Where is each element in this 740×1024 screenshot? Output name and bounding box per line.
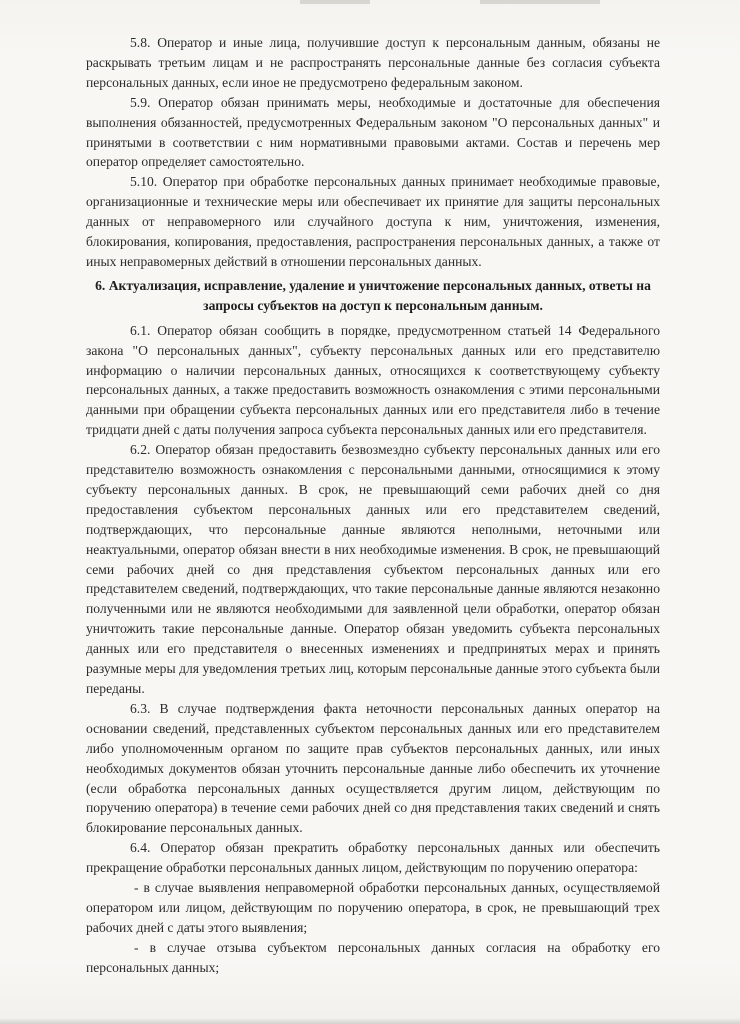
paragraph-5-10: 5.10. Оператор при обработке персональных данных принимает необходимые правовые, организационные и технические меры или обеспечивает их принятие для защиты персональных данных от неправомерного или случайного доступа к ним, уничтожения, изменения, блокирования, копирования, предоставления, распространения персональных данных, а также от иных неправомерных действий в отношении персональных данных. xyxy=(86,174,660,269)
document-body xyxy=(86,33,660,978)
paragraph-6-1: 6.1. Оператор обязан сообщить в порядке, предусмотренном статьей 14 Федерального закона "О персональных данных", субъекту персональных данных или его представителю информацию о наличии персональных данных, относящихся к соответствующему субъекту персональных данных, а также предоставить возможность ознакомления с этими персональными данными при обращении субъекта персональных данных или его представителя либо в течение тридцати дней с даты получения запроса субъекта персональных данных или его представителя. xyxy=(86,322,660,438)
paragraph-6-4: 6.4. Оператор обязан прекратить обработку персональных данных или обеспечить прекращение обработки персональных данных лицом, действующим по поручению оператора: xyxy=(86,840,660,876)
paragraph-6-3: 6.3. В случае подтверждения факта неточности персональных данных оператор на основании сведений, представленных субъектом персональных данных или его представителем либо уполномоченным органом по защите прав субъектов персональных данных, или иных необходимых документов обязан уточнить персональные данные либо обеспечить их уточнение (если обработка персональных данных осуществляется другим лицом, действующим по поручению оператора) в течение семи рабочих дней со дня представления таких сведений и снять блокирование персональных данных. xyxy=(86,700,660,836)
scan-edge-mark xyxy=(300,0,370,4)
list-item: - в случае выявления неправомерной обработки персональных данных, осуществляемой оператором или лицом, действующим по поручению оператора, в срок, не превышающий трех рабочих дней с даты этого выявления; xyxy=(86,880,660,935)
paragraph-5-9: 5.9. Оператор обязан принимать меры, необходимые и достаточные для обеспечения выполнения обязанностей, предусмотренных Федеральным законом "О персональных данных" и принятыми в соответствии с ним нормативными правовыми актами. Состав и перечень мер оператор определяет самостоятельно. xyxy=(86,94,660,170)
paragraph-6-2: 6.2. Оператор обязан предоставить безвозмездно субъекту персональных данных или его представителю возможность ознакомления с персональными данными, относящимися к этому субъекту персональных данных. В срок, не превышающий семи рабочих дней со дня предоставления субъектом персональных данных или его представителем сведений, подтверждающих, что персональные данные являются неполными, неточными или неактуальными, оператор обязан внести в них необходимые изменения. В срок, не превышающий семи рабочих дней со дня представления субъектом персональных данных или его представителем сведений, подтверждающих, что такие персональные данные являются незаконно полученными или не являются необходимыми для заявленной цели обработки, оператор обязан уничтожить такие персональные данные. Оператор обязан уведомить субъекта персональных данных или его представителя о внесенных изменениях и предпринятых мерах и принять разумные меры для уведомления третьих лиц, которым персональные данные этого субъекта были переданы. xyxy=(86,442,660,696)
list-item: - в случае отзыва субъектом персональных данных согласия на обработку его персональных данных; xyxy=(86,939,660,975)
scan-bottom-edge xyxy=(0,1018,740,1024)
scan-edge-mark xyxy=(480,0,600,4)
paragraph-5-8: 5.8. Оператор и иные лица, получившие доступ к персональным данным, обязаны не раскрывать третьим лицам и не распространять персональные данные без согласия субъекта персональных данных, если иное не предусмотрено федеральным законом. xyxy=(86,35,660,90)
section-6-heading: 6. Актуализация, исправление, удаление и уничтожение персональных данных, ответы на запросы субъектов на доступ к персональным данным. xyxy=(95,277,651,313)
